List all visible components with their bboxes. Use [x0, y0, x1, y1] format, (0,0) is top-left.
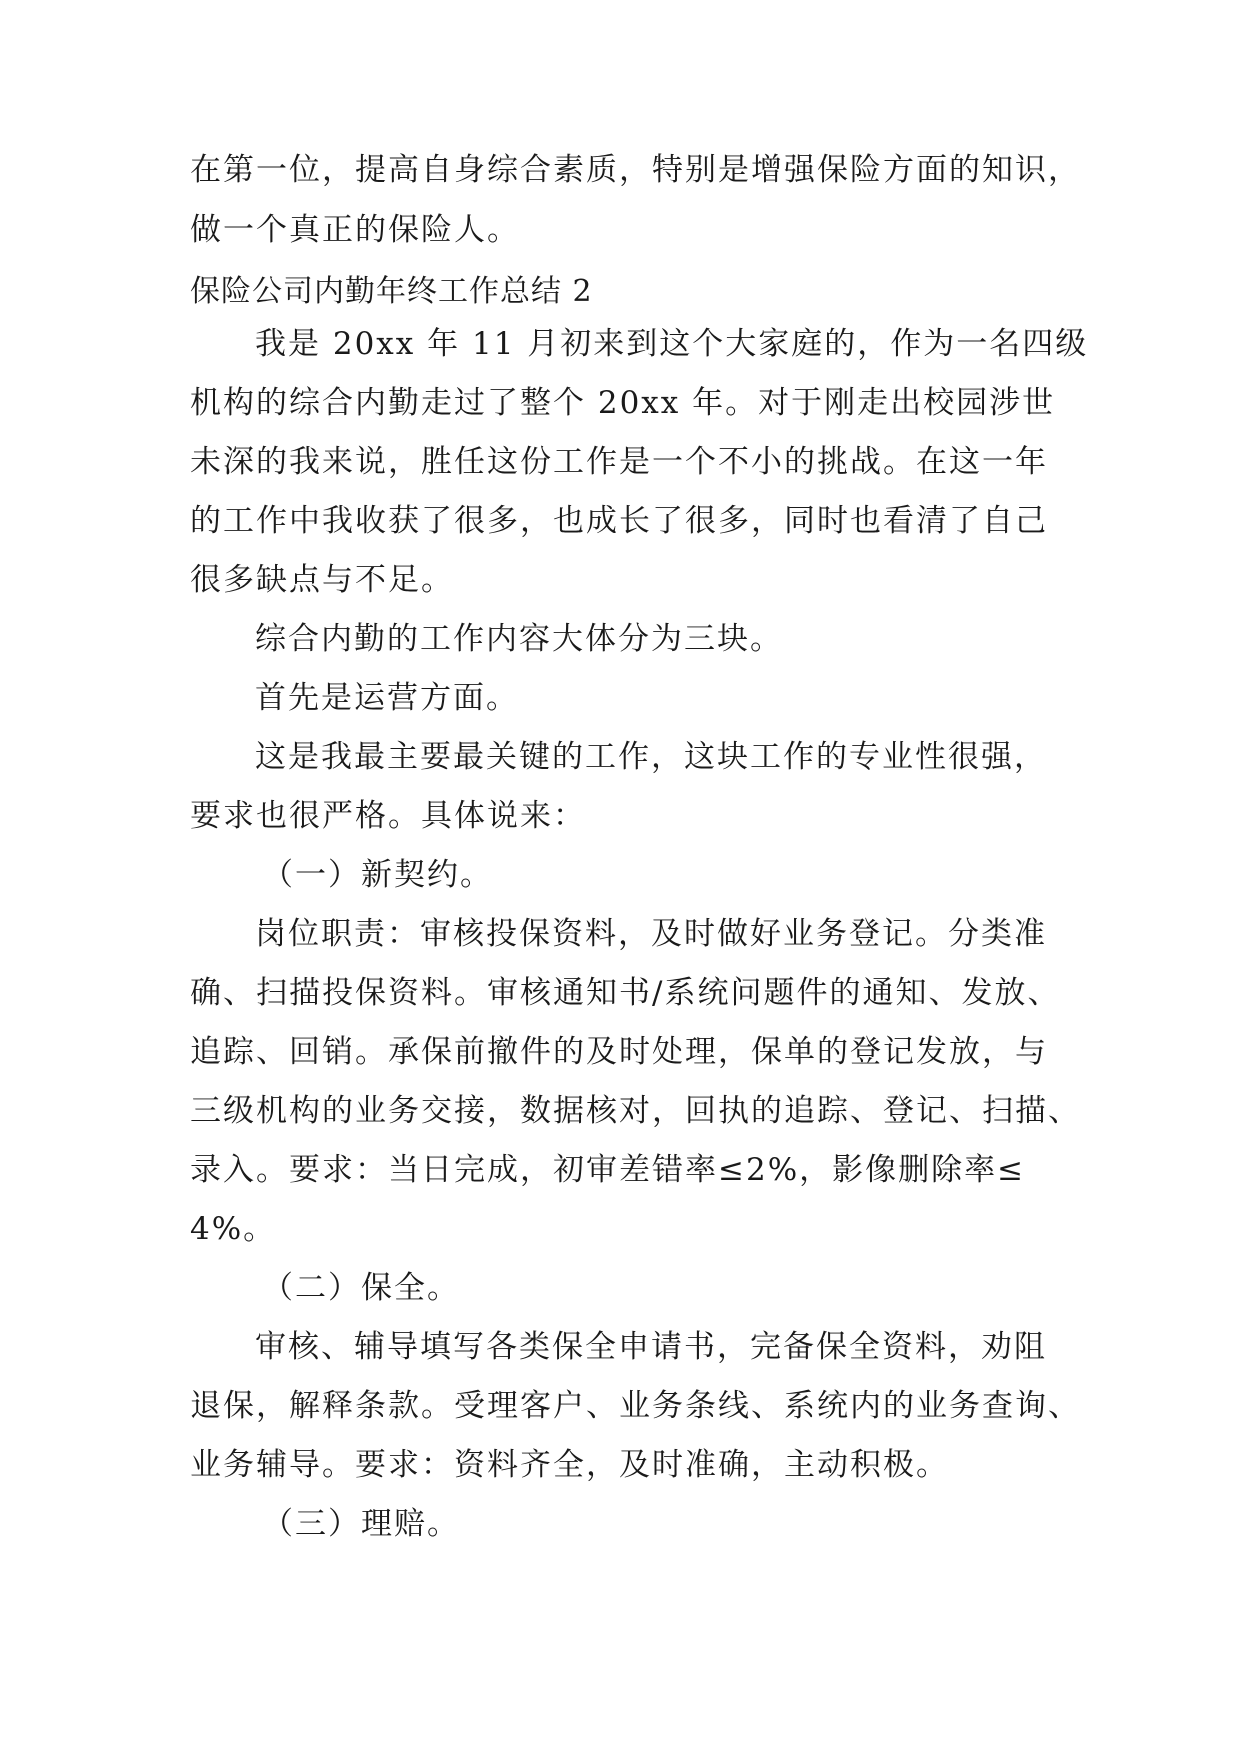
- subsection-heading: （一）新契约。: [262, 857, 493, 893]
- text-line: 做一个真正的保险人。: [190, 212, 520, 248]
- text-line: 很多缺点与不足。: [190, 562, 454, 598]
- text-line: 确、扫描投保资料。审核通知书/系统问题件的通知、发放、: [190, 975, 1061, 1011]
- text-line: 综合内勤的工作内容大体分为三块。: [255, 621, 783, 657]
- text-line: 业务辅导。要求：资料齐全，及时准确，主动积极。: [190, 1447, 949, 1483]
- section-heading: 保险公司内勤年终工作总结 2: [190, 274, 593, 309]
- text-line: 在第一位，提高自身综合素质，特别是增强保险方面的知识，: [190, 152, 1081, 188]
- text-line: 4%。: [190, 1211, 277, 1247]
- subsection-heading: （三）理赔。: [262, 1506, 460, 1542]
- text-line: 这是我最主要最关键的工作，这块工作的专业性很强，: [255, 739, 1047, 775]
- text-line: 的工作中我收获了很多，也成长了很多，同时也看清了自己: [190, 503, 1048, 539]
- text-line: 要求也很严格。具体说来：: [190, 798, 586, 834]
- text-line: 录入。要求：当日完成，初审差错率≤2%，影像删除率≤: [190, 1152, 1026, 1188]
- text-line: 首先是运营方面。: [255, 680, 519, 716]
- text-line: 机构的综合内勤走过了整个 20xx 年。对于刚走出校园涉世: [190, 385, 1056, 421]
- text-line: 未深的我来说，胜任这份工作是一个不小的挑战。在这一年: [190, 444, 1048, 480]
- text-line: 退保，解释条款。受理客户、业务条线、系统内的业务查询、: [190, 1388, 1081, 1424]
- text-line: 三级机构的业务交接，数据核对，回执的追踪、登记、扫描、: [190, 1093, 1081, 1129]
- text-line: 审核、辅导填写各类保全申请书，完备保全资料，劝阻: [255, 1329, 1047, 1365]
- subsection-heading: （二）保全。: [262, 1270, 460, 1306]
- text-line: 岗位职责：审核投保资料，及时做好业务登记。分类准: [255, 916, 1047, 952]
- text-line: 追踪、回销。承保前撤件的及时处理，保单的登记发放，与: [190, 1034, 1048, 1070]
- text-line: 我是 20xx 年 11 月初来到这个大家庭的，作为一名四级: [255, 326, 1089, 362]
